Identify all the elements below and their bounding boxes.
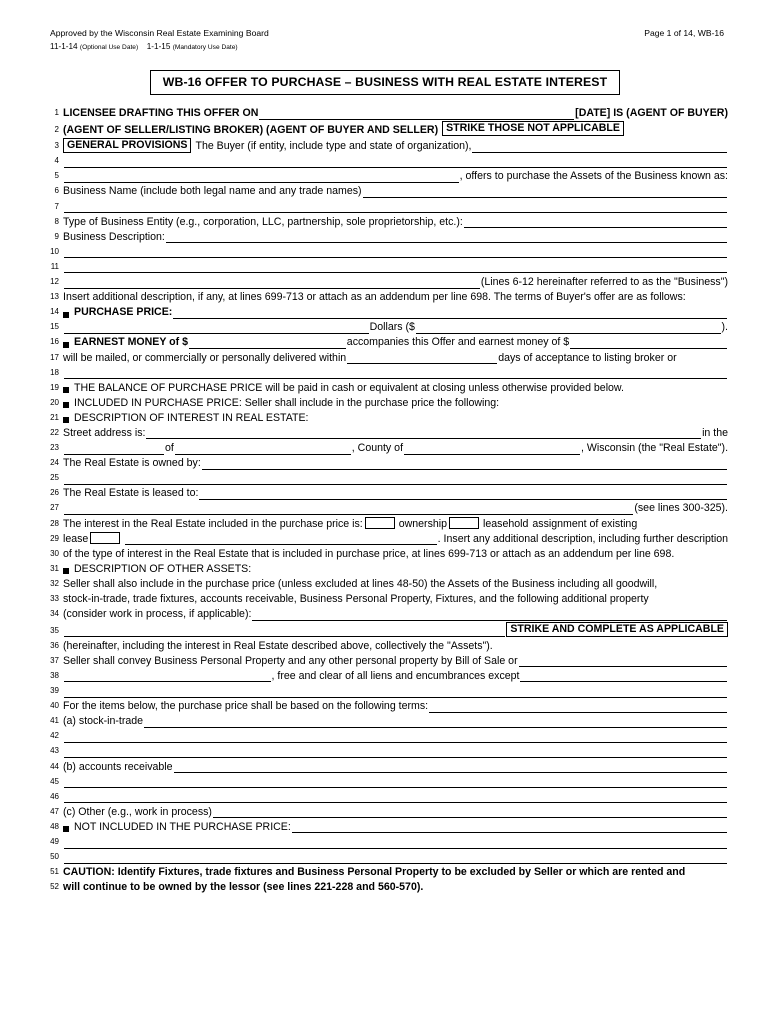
blank-line-45[interactable] (64, 778, 727, 788)
form-line-20 (44, 396, 728, 410)
optional-use-date-note: (Optional Use Date) (79, 43, 139, 51)
square-bullet-icon (63, 568, 69, 574)
licensee-drafting-blank[interactable] (259, 110, 574, 120)
line-number: 37 (50, 655, 59, 665)
form-line-37 (44, 654, 728, 668)
municipality-type-blank[interactable] (64, 445, 164, 455)
line-number: 7 (54, 201, 59, 211)
square-bullet-icon (63, 402, 69, 408)
business-definition-note: (Lines 6-12 hereinafter referred to as the "Business") (480, 276, 728, 289)
square-bullet-icon (63, 342, 69, 348)
county-of-label: , County of (351, 442, 404, 455)
line-number: 50 (50, 852, 59, 862)
optional-use-date: 11-1-14 (50, 41, 78, 51)
mandatory-use-date-note: (Mandatory Use Date) (172, 43, 238, 51)
line-number: 9 (54, 231, 59, 241)
form-line-21 (44, 411, 728, 425)
included-in-purchase-price-text: INCLUDED IN PURCHASE PRICE: Seller shall include in the purchase price the following: (74, 396, 500, 409)
form-line-30 (44, 547, 728, 561)
insert-additional-description-note: . Insert any additional description, including further description (437, 532, 728, 545)
earnest-money-additional-blank[interactable] (570, 339, 727, 349)
ownership-label: ownership (398, 517, 448, 530)
form-line-49 (44, 835, 728, 849)
buyer-entity-label: The Buyer (if entity, include type and state of organization), (195, 140, 472, 153)
form-line-39 (44, 684, 728, 698)
earnest-money-amount-blank[interactable] (189, 339, 346, 349)
form-line-18 (44, 366, 728, 380)
blank-line-50[interactable] (64, 854, 727, 864)
blank-line-39[interactable] (64, 688, 727, 698)
work-in-process-label: (consider work in process, if applicable): (63, 608, 252, 621)
caution-text-2: will continue to be owned by the lessor (see lines 221-228 and 560-570). (63, 881, 424, 894)
approved-by-text: Approved by the Wisconsin Real Estate Examining Board (50, 28, 269, 38)
blank-line-18[interactable] (64, 369, 727, 379)
square-bullet-icon (63, 417, 69, 423)
form-line-52 (44, 880, 728, 894)
revision-dates (50, 41, 269, 53)
line-number: 12 (50, 277, 59, 287)
blank-line-4[interactable] (64, 158, 727, 168)
form-line-45 (44, 775, 728, 789)
business-entity-type-label: Type of Business Entity (e.g., corporation, LLC, partnership, sole proprietorship, etc.): (63, 215, 463, 228)
earnest-money-label: EARNEST MONEY of $ (74, 336, 188, 349)
form-line-41 (44, 714, 728, 728)
line-number: 16 (50, 337, 59, 347)
caution-text-1: CAUTION: Identify Fixtures, trade fixtures and Business Personal Property to be excluded by Seller or which are rented and (63, 866, 686, 879)
form-line-31 (44, 562, 728, 576)
other-assets-blank[interactable] (252, 611, 727, 621)
form-line-14 (44, 305, 728, 319)
strike-not-applicable-box: STRIKE THOSE NOT APPLICABLE (442, 121, 624, 136)
line-number: 33 (50, 594, 59, 603)
form-line-34 (44, 607, 728, 621)
earnest-money-delivery-label: will be mailed, or commercially or personally delivered within (63, 351, 347, 364)
purchase-price-amount-blank[interactable] (416, 324, 721, 334)
line-number: 20 (50, 397, 59, 407)
line-number: 51 (50, 867, 59, 877)
liens-exception-blank[interactable] (520, 672, 727, 682)
line-number: 10 (50, 246, 59, 256)
form-line-6 (44, 184, 728, 198)
line-number: 23 (50, 443, 59, 453)
form-line-1 (44, 106, 728, 120)
line-number: 4 (54, 156, 59, 166)
real-estate-leased-to-label: The Real Estate is leased to: (63, 487, 199, 500)
not-included-blank[interactable] (292, 823, 727, 833)
buyer-name-blank[interactable] (472, 143, 727, 153)
form-line-26 (44, 486, 728, 500)
items-terms-label: For the items below, the purchase price shall be based on the following terms: (63, 700, 429, 713)
line-number: 17 (50, 352, 59, 362)
of-label: of (165, 442, 174, 455)
line-number: 21 (50, 412, 59, 422)
assignment-existing-label: assignment of existing (532, 517, 638, 530)
line-number: 28 (50, 518, 59, 528)
square-bullet-icon (63, 387, 69, 393)
agent-of-seller-label: (AGENT OF SELLER/LISTING BROKER) (AGENT OF BUYER AND SELLER) (63, 123, 439, 136)
form-line-11 (44, 260, 728, 274)
line-number: 39 (50, 686, 59, 696)
line-number: 35 (50, 625, 59, 635)
assets-definition-note: (hereinafter, including the interest in Real Estate described above, collectively the "Assets"). (63, 639, 493, 652)
line-number: 1 (54, 108, 59, 117)
form-line-22 (44, 426, 728, 440)
form-line-4 (44, 154, 728, 168)
form-line-17 (44, 351, 728, 365)
items-terms-blank[interactable] (429, 703, 727, 713)
form-line-3 (44, 138, 728, 153)
form-line-19 (44, 381, 728, 395)
header-left (50, 28, 269, 52)
blank-line-35[interactable] (64, 627, 505, 637)
purchase-price-blank[interactable] (173, 309, 727, 319)
general-provisions-box: GENERAL PROVISIONS (63, 138, 191, 153)
form-line-38 (44, 669, 728, 683)
blank-line-11[interactable] (64, 263, 727, 273)
form-line-12 (44, 275, 728, 289)
form-line-43 (44, 744, 728, 758)
form-line-48 (44, 820, 728, 834)
form-line-29 (44, 532, 728, 546)
form-line-46 (44, 790, 728, 804)
blank-line-25[interactable] (64, 475, 727, 485)
line-number: 6 (54, 186, 59, 196)
line-number: 48 (50, 821, 59, 831)
line-number: 18 (50, 367, 59, 377)
line-number: 8 (54, 216, 59, 226)
bill-of-sale-blank[interactable] (519, 657, 727, 667)
lease-checkbox[interactable] (90, 532, 120, 544)
dollars-label: Dollars ($ (369, 321, 415, 334)
leasehold-label: leasehold (483, 517, 529, 530)
line-number: 19 (50, 382, 59, 392)
line-number: 27 (50, 503, 59, 513)
form-line-23 (44, 441, 728, 455)
earnest-money-accompanies-label: accompanies this Offer and earnest money of $ (346, 336, 570, 349)
county-name-blank[interactable] (404, 445, 580, 455)
street-address-label: Street address is: (63, 426, 146, 439)
line-number: 36 (50, 640, 59, 650)
business-entity-type-blank[interactable] (464, 218, 727, 228)
form-line-33 (44, 592, 728, 606)
line-number: 42 (50, 731, 59, 741)
form-line-44 (44, 760, 728, 774)
description-other-assets-heading: DESCRIPTION OF OTHER ASSETS: (74, 562, 252, 575)
line-number: 29 (50, 533, 59, 543)
form-line-32 (44, 577, 728, 591)
offers-to-purchase-label: , offers to purchase the Assets of the Business known as: (459, 170, 728, 183)
line-number: 45 (50, 776, 59, 786)
in-the-label: in the (702, 426, 728, 439)
line-number: 40 (50, 701, 59, 711)
real-estate-owned-by-label: The Real Estate is owned by: (63, 457, 201, 470)
line-number: 22 (50, 427, 59, 437)
blank-line-46[interactable] (64, 793, 727, 803)
mandatory-use-date: 1-1-15 (146, 41, 171, 51)
form-line-51 (44, 865, 728, 879)
stock-in-trade-label: (a) stock-in-trade (63, 715, 144, 728)
business-description-blank[interactable] (166, 233, 727, 243)
form-line-8 (44, 215, 728, 229)
other-work-in-process-blank[interactable] (213, 808, 727, 818)
lease-description-blank[interactable] (125, 535, 436, 545)
line-number: 31 (50, 563, 59, 573)
form-line-47 (44, 805, 728, 819)
form-title-container (0, 70, 770, 95)
page-header (50, 28, 724, 52)
line-number: 15 (50, 322, 59, 332)
line-number: 32 (50, 578, 59, 588)
balance-of-purchase-price-text: THE BALANCE OF PURCHASE PRICE will be paid in cash or equivalent at closing unless otherwise provided below. (74, 381, 624, 394)
form-line-7 (44, 200, 728, 214)
other-work-in-process-label: (c) Other (e.g., work in process) (63, 805, 212, 818)
form-line-13 (44, 290, 728, 304)
page-number-text: Page 1 of 14, WB-16 (644, 28, 724, 38)
form-line-2 (44, 121, 728, 136)
form-line-42 (44, 729, 728, 743)
square-bullet-icon (63, 312, 69, 318)
line-number: 38 (50, 670, 59, 680)
form-line-35 (44, 622, 728, 637)
business-name-label: Business Name (include both legal name and any trade names) (63, 185, 362, 198)
line-number: 30 (50, 548, 59, 558)
form-line-5 (44, 169, 728, 183)
form-line-16 (44, 335, 728, 349)
line-number: 3 (54, 141, 59, 151)
blank-line-7[interactable] (64, 203, 727, 213)
blank-line-43[interactable] (64, 748, 727, 758)
form-line-40 (44, 699, 728, 713)
seller-include-text-2: stock-in-trade, trade fixtures, accounts receivable, Business Personal Property, Fixtures, and the following additional property (63, 593, 649, 605)
business-name-blank[interactable] (363, 188, 727, 198)
real-estate-owner-blank[interactable] (202, 460, 727, 470)
blank-line-42[interactable] (64, 733, 727, 743)
lease-label: lease (63, 532, 89, 545)
street-address-blank[interactable] (146, 429, 701, 439)
line-number: 43 (50, 746, 59, 756)
stock-in-trade-blank[interactable] (144, 718, 727, 728)
form-line-10 (44, 245, 728, 259)
form-line-25 (44, 471, 728, 485)
not-included-heading: NOT INCLUDED IN THE PURCHASE PRICE: (74, 820, 291, 833)
form-body (44, 106, 728, 895)
line-number: 52 (50, 882, 59, 892)
line-number: 24 (50, 458, 59, 468)
square-bullet-icon (63, 826, 69, 832)
additional-description-note: Insert additional description, if any, at lines 699-713 or attach as an addendum per line 698. The terms of Buyer's offer are as follows: (63, 291, 686, 304)
blank-line-12[interactable] (64, 279, 480, 289)
leasehold-checkbox[interactable] (449, 517, 479, 529)
form-line-9 (44, 230, 728, 244)
free-and-clear-label: , free and clear of all liens and encumbrances except (271, 669, 520, 682)
line-number: 46 (50, 791, 59, 801)
line-number: 44 (50, 761, 59, 771)
form-line-50 (44, 850, 728, 864)
form-line-24 (44, 456, 728, 470)
business-description-label: Business Description: (63, 230, 165, 243)
delivery-days-blank[interactable] (347, 354, 497, 364)
close-paren-15: ). (721, 321, 728, 334)
accounts-receivable-blank[interactable] (174, 763, 727, 773)
municipality-name-blank[interactable] (175, 445, 351, 455)
purchase-price-words-blank[interactable] (64, 324, 369, 334)
blank-line-5[interactable] (64, 173, 459, 183)
line-number: 14 (50, 307, 59, 317)
wisconsin-real-estate-label: , Wisconsin (the "Real Estate"). (580, 442, 728, 455)
form-line-27 (44, 501, 728, 515)
days-of-acceptance-label: days of acceptance to listing broker or (498, 351, 677, 364)
line-number: 5 (54, 171, 59, 181)
blank-line-38a[interactable] (64, 672, 271, 682)
line-number: 26 (50, 488, 59, 498)
line-number: 11 (50, 261, 59, 271)
line-number: 13 (50, 292, 59, 302)
seller-include-text-1: Seller shall also include in the purchase price (unless excluded at lines 48-50) the Assets of the Business including all goodwill, (63, 577, 658, 590)
form-line-28 (44, 517, 728, 531)
licensee-drafting-label: LICENSEE DRAFTING THIS OFFER ON (63, 107, 259, 119)
blank-line-10[interactable] (64, 248, 727, 258)
bill-of-sale-label: Seller shall convey Business Personal Property and any other personal property by Bill of Sale or (63, 654, 518, 667)
interest-type-note: of the type of interest in the Real Estate that is included in purchase price, at lines 699-713 or attach as an addendum per line 698. (63, 547, 675, 560)
blank-line-27[interactable] (64, 505, 633, 515)
interest-included-label: The interest in the Real Estate included in the purchase price is: (63, 517, 363, 530)
line-number: 2 (54, 124, 59, 134)
description-of-interest-heading: DESCRIPTION OF INTEREST IN REAL ESTATE: (74, 411, 309, 424)
line-number: 49 (50, 837, 59, 846)
accounts-receivable-label: (b) accounts receivable (63, 760, 173, 773)
form-line-36 (44, 639, 728, 653)
line-number: 34 (50, 609, 59, 619)
strike-and-complete-box: STRIKE AND COMPLETE AS APPLICABLE (506, 622, 728, 637)
ownership-checkbox[interactable] (365, 517, 395, 529)
date-agent-buyer-label: [DATE] IS (AGENT OF BUYER) (575, 107, 728, 119)
see-lines-300-325-note: (see lines 300-325). (634, 502, 728, 515)
purchase-price-label: PURCHASE PRICE: (74, 306, 173, 319)
real-estate-lessee-blank[interactable] (199, 490, 727, 500)
form-line-15 (44, 320, 728, 334)
line-number: 25 (50, 473, 59, 483)
form-title: WB-16 OFFER TO PURCHASE – BUSINESS WITH REAL ESTATE INTEREST (150, 70, 620, 95)
line-number: 47 (50, 806, 59, 816)
blank-line-49[interactable] (64, 839, 727, 849)
line-number: 41 (50, 716, 59, 726)
